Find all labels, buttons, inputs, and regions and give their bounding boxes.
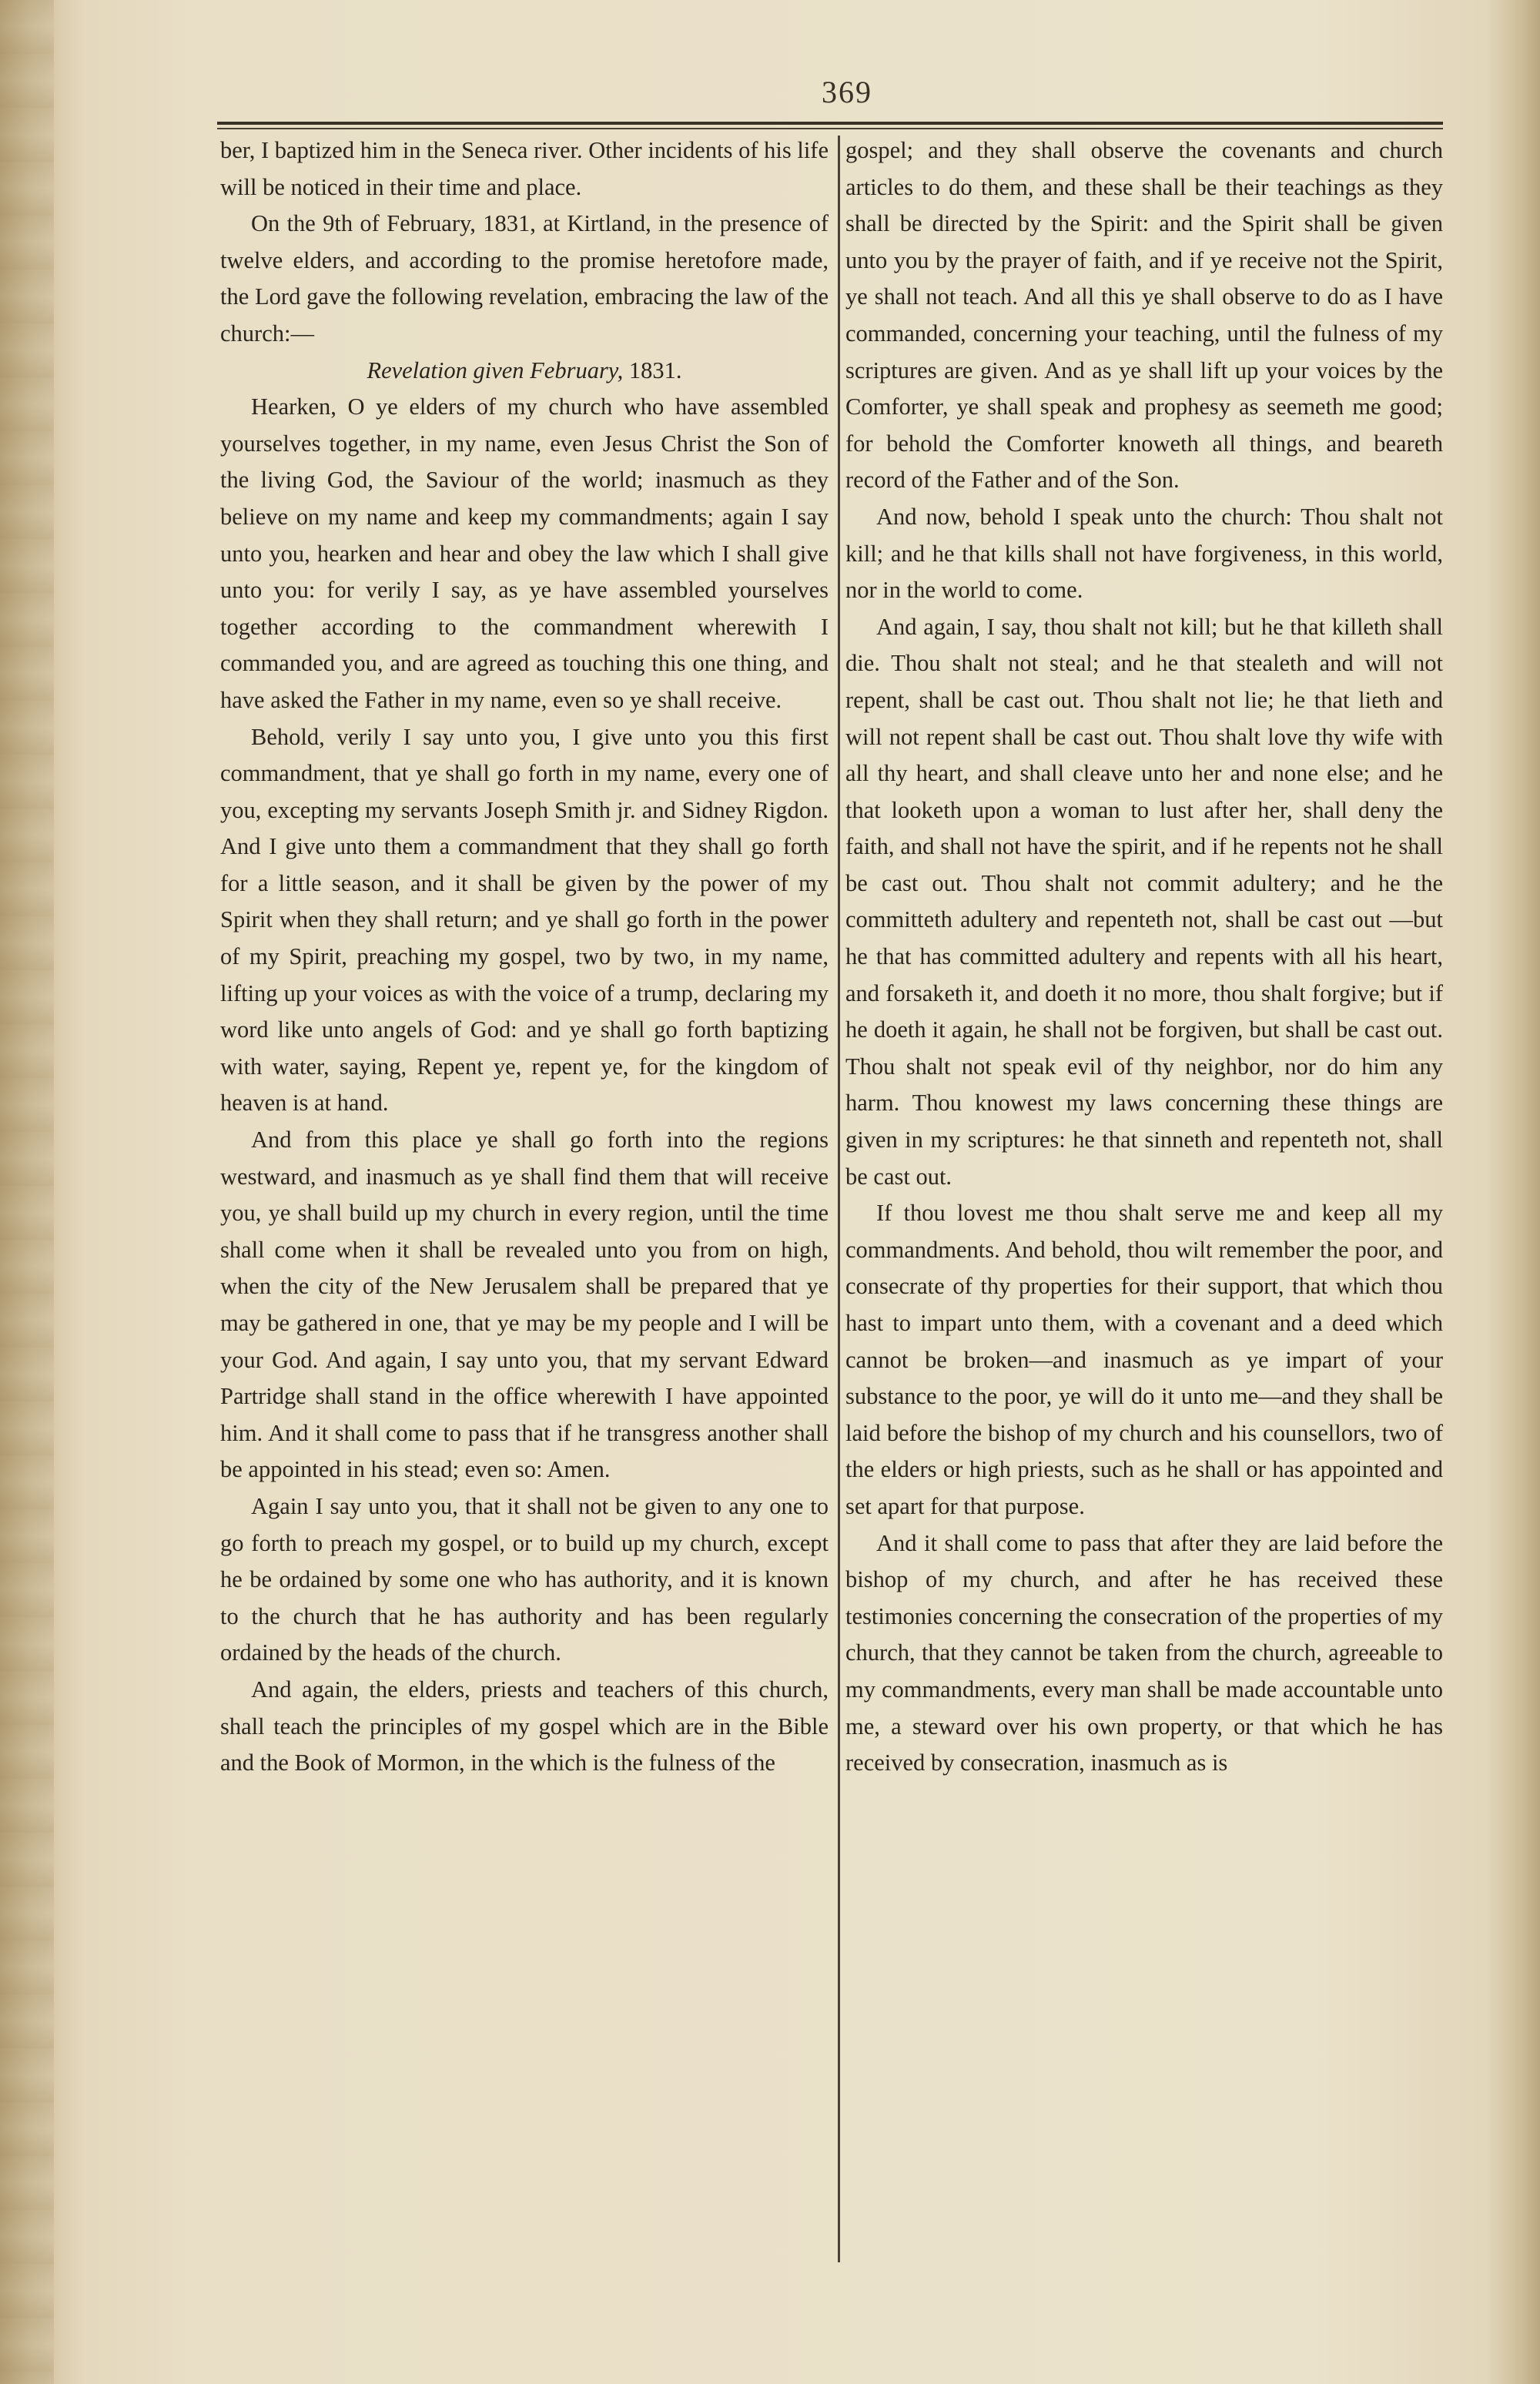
left-paragraph-7: And again, the elders, priests and teachers of this church, shall teach the principles of my gospel which are in the Bible and the Book of Mormon, in the which is the fulness of the <box>220 1676 829 1776</box>
revelation-heading-year: 1831. <box>628 357 682 383</box>
right-paragraph-5: And it shall come to pass that after they are laid before the bishop of my church, and after he has received these testimonies concerning the consecration of the properties of my church, that they cannot be taken from the church, agreeable to my commandments, every man shall be made accountable unto me, a steward over his own property, or that which he has received by consecration, inasmuch as is <box>845 1529 1443 1776</box>
right-paragraph-3: And again, I say, thou shalt not kill; but he that killeth shall die. Thou shalt not steal; and he that stealeth and will not repent, shall be cast out. Thou shalt not lie; he that lieth and will not repent shall be cast out. Thou shalt love thy wife with all thy heart, and shall cleave unto her and none else; and he that looketh upon a woman to lust after her, shall deny the faith, and shall not have the spirit, and if he repents not he shall be cast out. Thou shalt not commit adultery; and he the committeth adultery and repenteth not, shall be cast out —but he that has committed adultery and repents with all his heart, and forsaketh it, and doeth it no more, thou shalt forgive; but if he doeth it again, he shall not be forgiven, but shall be cast out. Thou shalt not speak evil of thy neighbor, nor do him any harm. Thou knowest my laws concerning these things are given in my scriptures: he that sinneth and repenteth not, shall be cast out. <box>845 613 1443 1190</box>
left-paragraph-3: Hearken, O ye elders of my church who have assembled yourselves together, in my name, even Jesus Christ the Son of the living God, the Saviour of the world; inasmuch as they believe on my name and keep my commandments; again I say unto you, hearken and hear and obey the law which I shall give unto you: for verily I say, as ye have assembled yourselves together according to the commandment wherewith I commanded you, and are agreed as touching this one thing, and have asked the Father in my name, even so ye shall receive. <box>220 393 829 713</box>
right-paragraph-1: gospel; and they shall observe the covenants and church articles to do them, and these shall be their teachings as they shall be directed by the Spirit: and the Spirit shall be given unto you by the prayer of faith, and if ye receive not the Spirit, ye shall not teach. And all this ye shall observe to do as I have commanded, concerning your teaching, until the fulness of my scriptures are given. And as ye shall lift up your voices by the Comforter, ye shall speak and prophesy as seemeth me good; for behold the Comforter knoweth all things, and beareth record of the Father and of the Son. <box>845 137 1443 494</box>
revelation-heading-italic: Revelation given February, <box>367 357 624 383</box>
gutter-stain <box>0 0 54 2384</box>
header-rule-thin <box>217 128 1443 129</box>
left-column <box>220 132 829 1782</box>
left-paragraph-6: Again I say unto you, that it shall not be given to any one to go forth to preach my gospel, or to build up my church, except he be ordained by some one who has authority, and it is known to the church that he has authority and has been regularly ordained by the heads of the church. <box>220 1492 829 1666</box>
header-rule-thick <box>217 122 1443 125</box>
left-paragraph-1: ber, I baptized him in the Seneca river. Other incidents of his life will be noticed in their time and place. <box>220 137 829 200</box>
right-paragraph-2: And now, behold I speak unto the church: Thou shalt not kill; and he that kills shall not have forgiveness, in this world, nor in the world to come. <box>845 503 1443 604</box>
left-paragraph-2: On the 9th of February, 1831, at Kirtland, in the presence of twelve elders, and according to the promise heretofore made, the Lord gave the following revelation, embracing the law of the church:— <box>220 210 829 347</box>
right-paragraph-4: If thou lovest me thou shalt serve me and keep all my commandments. And behold, thou wilt remember the poor, and consecrate of thy properties for their support, that which thou hast to impart unto them, with a covenant and a deed which cannot be broken—and inasmuch as ye impart of your substance to the poor, ye will do it unto me—and they shall be laid before the bishop of my church and his counsellors, two of the elders or high priests, such as he shall or has appointed and set apart for that purpose. <box>845 1200 1443 1519</box>
left-paragraph-4: Behold, verily I say unto you, I give unto you this first commandment, that ye shall go forth in my name, every one of you, excepting my servants Joseph Smith jr. and Sidney Rigdon. And I give unto them a commandment that they shall go forth for a little season, and it shall be given by the power of my Spirit when they shall return; and ye shall go forth in the power of my Spirit, preaching my gospel, two by two, in my name, lifting up your voices as with the voice of a trump, declaring my word like unto angels of God: and ye shall go forth baptizing with water, saying, Repent ye, repent ye, for the kingdom of heaven is at hand. <box>220 723 829 1117</box>
right-column <box>845 132 1443 1782</box>
page-number: 369 <box>822 75 872 109</box>
revelation-heading <box>220 353 829 390</box>
left-paragraph-5: And from this place ye shall go forth into the regions westward, and inasmuch as ye shall find them that will receive you, ye shall build up my church in every region, until the time shall come when it shall be revealed unto you from on high, when the city of the New Jerusalem shall be prepared that ye may be gathered in one, that ye may be my people and I will be your God. And again, I say unto you, that my servant Edward Partridge shall stand in the office wherewith I have appointed him. And it shall come to pass that if he transgress another shall be appointed in his stead; even so: Amen. <box>220 1127 829 1483</box>
column-divider <box>838 136 840 2262</box>
